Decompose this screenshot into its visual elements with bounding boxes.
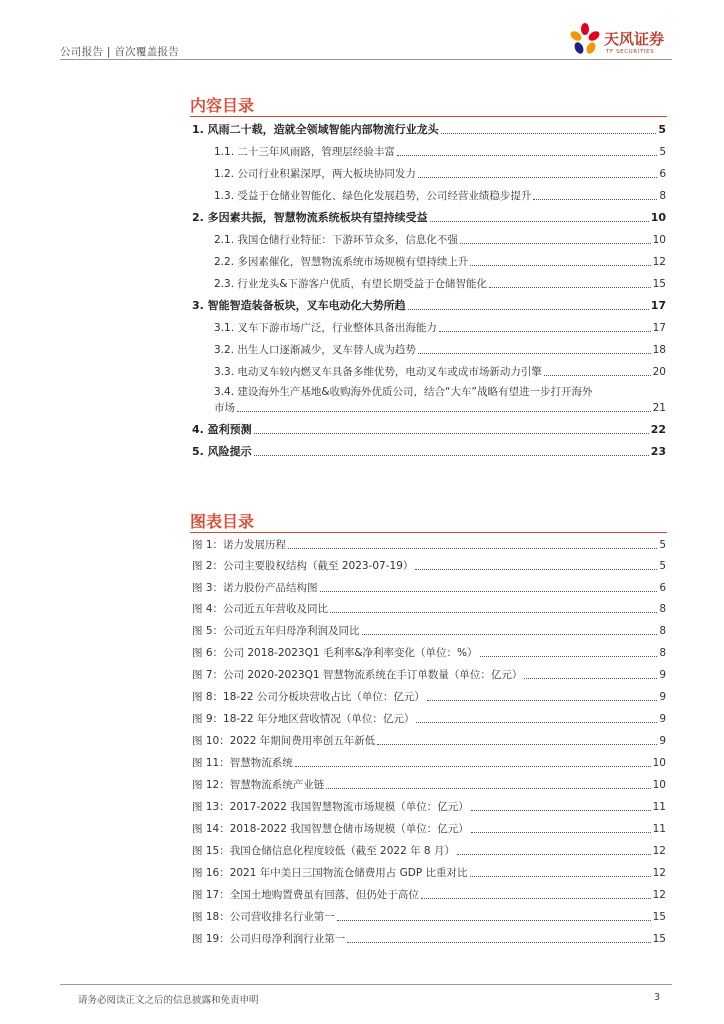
figure-entry-page: 8 — [659, 647, 666, 659]
figure-entry-text: 图 8：18-22 公司分板块营收占比（单位：亿元） — [192, 691, 425, 703]
figure-entry-page: 11 — [652, 823, 666, 835]
figure-entry-page: 5 — [659, 560, 666, 572]
toc-leader-dots — [421, 898, 651, 899]
toc-leader-dots — [418, 353, 651, 354]
toc-leader-dots — [470, 876, 651, 877]
figure-entry-text: 图 3：诺力股份产品结构图 — [192, 582, 318, 594]
figure-entry-page: 10 — [652, 757, 666, 769]
figure-entry-page: 5 — [659, 539, 666, 551]
toc-leader-dots — [439, 331, 651, 332]
figure-entry-text: 图 6：公司 2018-2023Q1 毛利率&净利率变化（单位：%） — [192, 647, 478, 659]
toc-entry[interactable] — [214, 188, 666, 204]
toc-entry-page: 12 — [652, 256, 666, 268]
figure-entry-page: 15 — [652, 911, 666, 923]
toc-leader-dots — [544, 375, 651, 376]
toc-entry-page: 18 — [652, 344, 666, 356]
toc-leader-dots — [254, 433, 649, 434]
toc-entry-page: 10 — [650, 211, 666, 224]
figure-entry[interactable] — [192, 733, 666, 749]
toc-leader-dots — [320, 591, 658, 592]
figure-entry-text: 图 16：2021 年中美日三国物流仓储费用占 GDP 比重对比 — [192, 867, 468, 879]
toc-leader-dots — [397, 155, 657, 156]
toc-leader-dots — [489, 287, 651, 288]
figures-title: 图表目录 — [190, 512, 255, 531]
toc-leader-dots — [416, 722, 657, 723]
figure-entry-page: 12 — [652, 867, 666, 879]
figure-entry-page: 9 — [659, 713, 666, 725]
toc-entry-text: 3.1. 叉车下游市场广泛，行业整体具备出海能力 — [214, 322, 437, 334]
figure-entry[interactable] — [192, 537, 666, 553]
toc-leader-dots — [524, 678, 657, 679]
toc-entry-text: 2. 多因素共振，智慧物流系统板块有望持续受益 — [192, 211, 428, 224]
toc-entry-text: 3. 智能智造装备板块，叉车电动化大势所趋 — [192, 299, 406, 312]
toc-entry-text: 5. 风险提示 — [192, 445, 252, 458]
toc-entry-text: 1. 风雨二十载，造就全领域智能内部物流行业龙头 — [192, 123, 439, 136]
figure-entry[interactable] — [192, 931, 666, 947]
figure-entry-page: 15 — [652, 933, 666, 945]
figure-entry[interactable] — [192, 645, 666, 661]
toc-entry-page: 23 — [650, 445, 666, 458]
toc-entry[interactable] — [214, 320, 666, 336]
toc-entry-page: 17 — [650, 299, 666, 312]
toc-entry-page: 22 — [650, 423, 666, 436]
figure-entry[interactable] — [192, 711, 666, 727]
figure-entry-text: 图 2：公司主要股权结构（截至 2023-07-19） — [192, 560, 414, 572]
figure-entry-text: 图 12：智慧物流系统产业链 — [192, 779, 325, 791]
figure-entry-text: 图 10：2022 年期间费用率创五年新低 — [192, 735, 376, 747]
toc-leader-dots — [288, 548, 657, 549]
toc-leader-dots — [457, 854, 651, 855]
toc-entry-text: 2.1. 我国仓储行业特征：下游环节众多，信息化不强 — [214, 234, 458, 246]
toc-entry[interactable] — [214, 254, 666, 270]
figure-entry-text: 图 19：公司归母净利润行业第一 — [192, 933, 346, 945]
figure-entry[interactable] — [192, 777, 666, 793]
toc-entry-page: 5 — [659, 146, 666, 158]
figure-entry[interactable] — [192, 558, 666, 574]
toc-leader-dots — [326, 788, 650, 789]
toc-leader-dots — [254, 455, 649, 456]
toc-entry[interactable] — [192, 122, 666, 138]
footer-disclaimer: 请务必阅读正文之后的信息披露和免责申明 — [78, 995, 259, 1006]
figure-entry-text: 图 13：2017-2022 我国智慧物流市场规模（单位：亿元） — [192, 801, 469, 813]
toc-entry[interactable] — [192, 298, 666, 314]
toc-entry[interactable] — [214, 276, 666, 292]
toc-leader-dots — [441, 133, 657, 134]
company-logo — [568, 20, 678, 60]
toc-entry-text: 1.1. 二十三年风雨路，管理层经验丰富 — [214, 146, 395, 158]
figure-entry-text: 图 9：18-22 年分地区营收情况（单位：亿元） — [192, 713, 415, 725]
figure-entry-page: 6 — [659, 582, 666, 594]
toc-entry[interactable] — [214, 364, 666, 380]
toc-entry[interactable] — [214, 232, 666, 248]
figure-entry[interactable] — [192, 887, 666, 903]
figure-entry-text: 图 14：2018-2022 我国智慧仓储市场规模（单位：亿元） — [192, 823, 469, 835]
figure-entry-page: 9 — [659, 735, 666, 747]
toc-entry-text: 1.2. 公司行业积累深厚，两大板块协同发力 — [214, 168, 416, 180]
flower-logo-icon — [568, 22, 602, 58]
toc-leader-dots — [533, 199, 657, 200]
toc-leader-dots — [377, 744, 657, 745]
toc-leader-dots — [418, 177, 657, 178]
toc-entry-line1[interactable]: 3.4. 建设海外生产基地&收购海外优质公司，结合“大车”战略有望进一步打开海外 — [214, 386, 593, 398]
logo-name: 天风证券 — [604, 30, 665, 48]
toc-entry[interactable] — [214, 400, 666, 416]
report-type: 公司报告 | 首次覆盖报告 — [60, 46, 180, 58]
toc-entry-page: 20 — [652, 366, 666, 378]
figure-entry-text: 图 11：智慧物流系统 — [192, 757, 293, 769]
figure-entry-text: 图 15：我国仓储信息化程度较低（截至 2022 年 8 月） — [192, 845, 455, 857]
figure-entry[interactable] — [192, 580, 666, 596]
figure-entry[interactable] — [192, 601, 666, 617]
figure-entry-page: 9 — [659, 691, 666, 703]
figure-entry-text: 图 7：公司 2020-2023Q1 智慧物流系统在手订单数量（单位：亿元） — [192, 669, 523, 681]
toc-leader-dots — [408, 309, 649, 310]
toc-leader-dots — [295, 766, 651, 767]
toc-entry-text: 4. 盈利预测 — [192, 423, 252, 436]
toc-leader-dots — [470, 265, 650, 266]
logo-subtitle: TF SECURITIES — [606, 49, 655, 55]
toc-leader-dots — [362, 634, 658, 635]
figure-entry-text: 图 1：诺力发展历程 — [192, 539, 287, 551]
figure-entry-text: 图 17：全国土地购置费虽有回落，但仍处于高位 — [192, 889, 419, 901]
toc-entry[interactable] — [214, 342, 666, 358]
toc-leader-dots — [480, 656, 658, 657]
toc-leader-dots — [471, 810, 651, 811]
toc-leader-dots — [460, 243, 651, 244]
figure-entry-page: 12 — [652, 845, 666, 857]
figure-entry-text: 图 4：公司近五年营收及同比 — [192, 603, 329, 615]
toc-entry-page: 17 — [652, 322, 666, 334]
toc-entry-text: 1.3. 受益于仓储业智能化、绿色化发展趋势，公司经营业绩稳步提升 — [214, 190, 532, 202]
toc-leader-dots — [347, 942, 650, 943]
figure-entry[interactable] — [192, 865, 666, 881]
page-header — [0, 0, 724, 62]
toc-entry-page: 15 — [652, 278, 666, 290]
toc-entry-page: 21 — [652, 402, 666, 414]
figure-entry-page: 9 — [659, 669, 666, 681]
toc-title-rule — [190, 116, 667, 117]
toc-entry-page: 8 — [659, 190, 666, 202]
figure-entry-page: 11 — [652, 801, 666, 813]
figure-entry[interactable] — [192, 821, 666, 837]
figure-entry-page: 8 — [659, 625, 666, 637]
toc-entry-text: 2.3. 行业龙头&下游客户优质，有望长期受益于仓储智能化 — [214, 278, 488, 290]
figure-entry[interactable] — [192, 623, 666, 639]
figure-entry-text: 图 18：公司营收排名行业第一 — [192, 911, 335, 923]
figure-entry-text: 图 5：公司近五年归母净利润及同比 — [192, 625, 360, 637]
figure-entry[interactable] — [192, 843, 666, 859]
toc-entry[interactable] — [214, 166, 666, 182]
toc-entry[interactable] — [192, 444, 666, 460]
toc-entry-text: 2.2. 多因素催化，智慧物流系统市场规模有望持续上升 — [214, 256, 469, 268]
toc-entry-page: 5 — [658, 123, 666, 136]
toc-entry[interactable] — [192, 210, 666, 226]
toc-leader-dots — [415, 569, 657, 570]
figure-entry[interactable] — [192, 667, 666, 683]
toc-entry[interactable] — [214, 144, 666, 160]
figure-entry[interactable] — [192, 755, 666, 771]
toc-entry-page: 10 — [652, 234, 666, 246]
figure-entry[interactable] — [192, 799, 666, 815]
toc-leader-dots — [237, 411, 651, 412]
toc-leader-dots — [330, 612, 657, 613]
page-number: 3 — [654, 992, 661, 1003]
toc-entry-text: 3.2. 出生人口逐渐减少，叉车替人成为趋势 — [214, 344, 416, 356]
toc-entry-text: 市场 — [214, 402, 235, 414]
footer-divider — [60, 984, 672, 985]
figure-entry-page: 8 — [659, 603, 666, 615]
toc-leader-dots — [427, 700, 657, 701]
figures-title-rule — [190, 532, 667, 533]
toc-entry-page: 6 — [659, 168, 666, 180]
figure-entry-page: 12 — [652, 889, 666, 901]
toc-leader-dots — [337, 920, 651, 921]
toc-leader-dots — [471, 832, 651, 833]
toc-entry[interactable] — [192, 422, 666, 438]
figure-entry[interactable] — [192, 689, 666, 705]
toc-entry-text: 3.3. 电动叉车较内燃叉车具备多维优势，电动叉车或成市场新动力引擎 — [214, 366, 542, 378]
figure-entry-page: 10 — [652, 779, 666, 791]
toc-leader-dots — [430, 221, 649, 222]
toc-title: 内容目录 — [190, 96, 255, 115]
figure-entry[interactable] — [192, 909, 666, 925]
